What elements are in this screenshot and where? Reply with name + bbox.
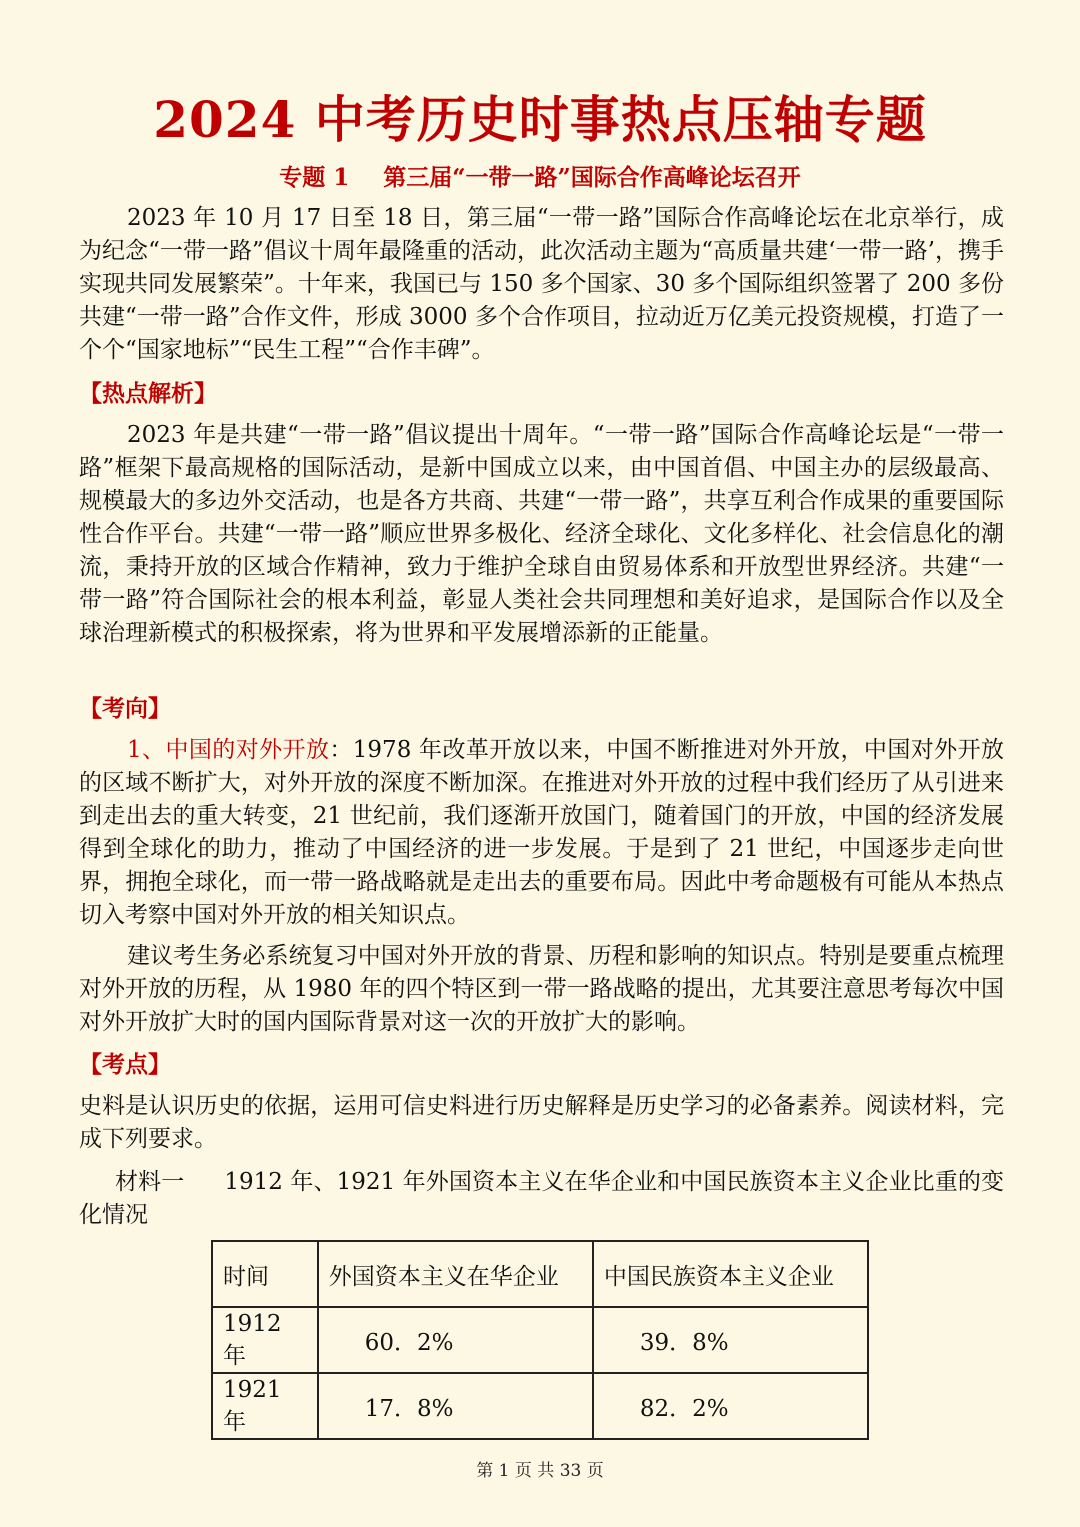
analysis-heading: 【热点解析】: [79, 380, 217, 407]
page-footer: 第 1 页 共 33 页: [476, 1461, 604, 1481]
direction-heading: 【考向】: [79, 695, 171, 722]
direction-body: ：1978 年改革开放以来，中国不断推进对外开放，中国对外开放的区域不断扩大，对外开放的深度不断加深。在推进对外开放的过程中我们经历了从引进来到走出去的重大转变，21 世纪前，我们逐渐开放国门，随着国门的开放，中国的经济发展得到全球化的助力，推动了中国经济的进一步发展。于是到了 21 世纪，中国逐步走向世界，拥抱全球化，而一带一路战略就是走出去的重要布局。因此中考命题极有可能从本热点切入考察中国对外开放的相关知识点。: [79, 737, 1004, 928]
page-title: 2024 中考历史时事热点压轴专题: [153, 90, 927, 149]
points-heading: 【考点】: [79, 1051, 171, 1078]
material-paragraph: [79, 1166, 1004, 1232]
direction-paragraph: [79, 734, 1004, 932]
direction-lead: 1、中国的对外开放: [127, 737, 330, 763]
topic-subtitle: [0, 160, 1080, 196]
table-cell: 1912 年: [212, 1307, 318, 1373]
table-cell: 82．2%: [593, 1373, 868, 1439]
table-cell: 17．8%: [318, 1373, 593, 1439]
points-paragraph: 史料是认识历史的依据，运用可信史料进行历史解释是历史学习的必备素养。阅读材料，完成下列要求。: [79, 1093, 1004, 1152]
table-header-row: [212, 1241, 868, 1307]
table-header-cell: 外国资本主义在华企业: [318, 1241, 593, 1307]
advice-paragraph: 建议考生务必系统复习中国对外开放的背景、历程和影响的知识点。特别是要重点梳理对外开放的历程，从 1980 年的四个特区到一带一路战略的提出，尤其要注意思考每次中国对外开放扩大时的国内国际背景对这一次的开放扩大的影响。: [79, 943, 1004, 1035]
table-header-cell: 中国民族资本主义企业: [593, 1241, 868, 1307]
material-label: 材料一: [115, 1169, 185, 1195]
topic-title: 第三届“一带一路”国际合作高峰论坛召开: [383, 164, 801, 191]
table-cell: 1921 年: [212, 1373, 318, 1439]
table-cell: 60．2%: [318, 1307, 593, 1373]
table-row: [212, 1307, 868, 1373]
material-text: 1912 年、1921 年外国资本主义在华企业和中国民族资本主义企业比重的变化情况: [79, 1169, 1004, 1228]
enterprise-ratio-table: [211, 1240, 869, 1440]
table-cell: 39．8%: [593, 1307, 868, 1373]
table-header-cell: 时间: [212, 1241, 318, 1307]
topic-number: 专题 1: [279, 164, 350, 191]
analysis-paragraph: 2023 年是共建“一带一路”倡议提出十周年。“一带一路”国际合作高峰论坛是“一带一路”框架下最高规格的国际活动，是新中国成立以来，由中国首倡、中国主办的层级最高、规模最大的多边外交活动，也是各方共商、共建“一带一路”，共享互利合作成果的重要国际性合作平台。共建“一带一路”顺应世界多极化、经济全球化、文化多样化、社会信息化的潮流，秉持开放的区域合作精神，致力于维护全球自由贸易体系和开放型世界经济。共建“一带一路”符合国际社会的根本利益，彰显人类社会共同理想和美好追求，是国际合作以及全球治理新模式的积极探索，将为世界和平发展增添新的正能量。: [79, 422, 1004, 646]
table-row: [212, 1373, 868, 1439]
intro-paragraph: 2023 年 10 月 17 日至 18 日，第三届“一带一路”国际合作高峰论坛在北京举行，成为纪念“一带一路”倡议十周年最隆重的活动，此次活动主题为“高质量共建‘一带一路’，携手实现共同发展繁荣”。十年来，我国已与 150 多个国家、30 多个国际组织签署了 200 多份共建“一带一路”合作文件，形成 3000 多个合作项目，拉动近万亿美元投资规模，打造了一个个“国家地标”“民生工程”“合作丰碑”。: [79, 205, 1004, 363]
